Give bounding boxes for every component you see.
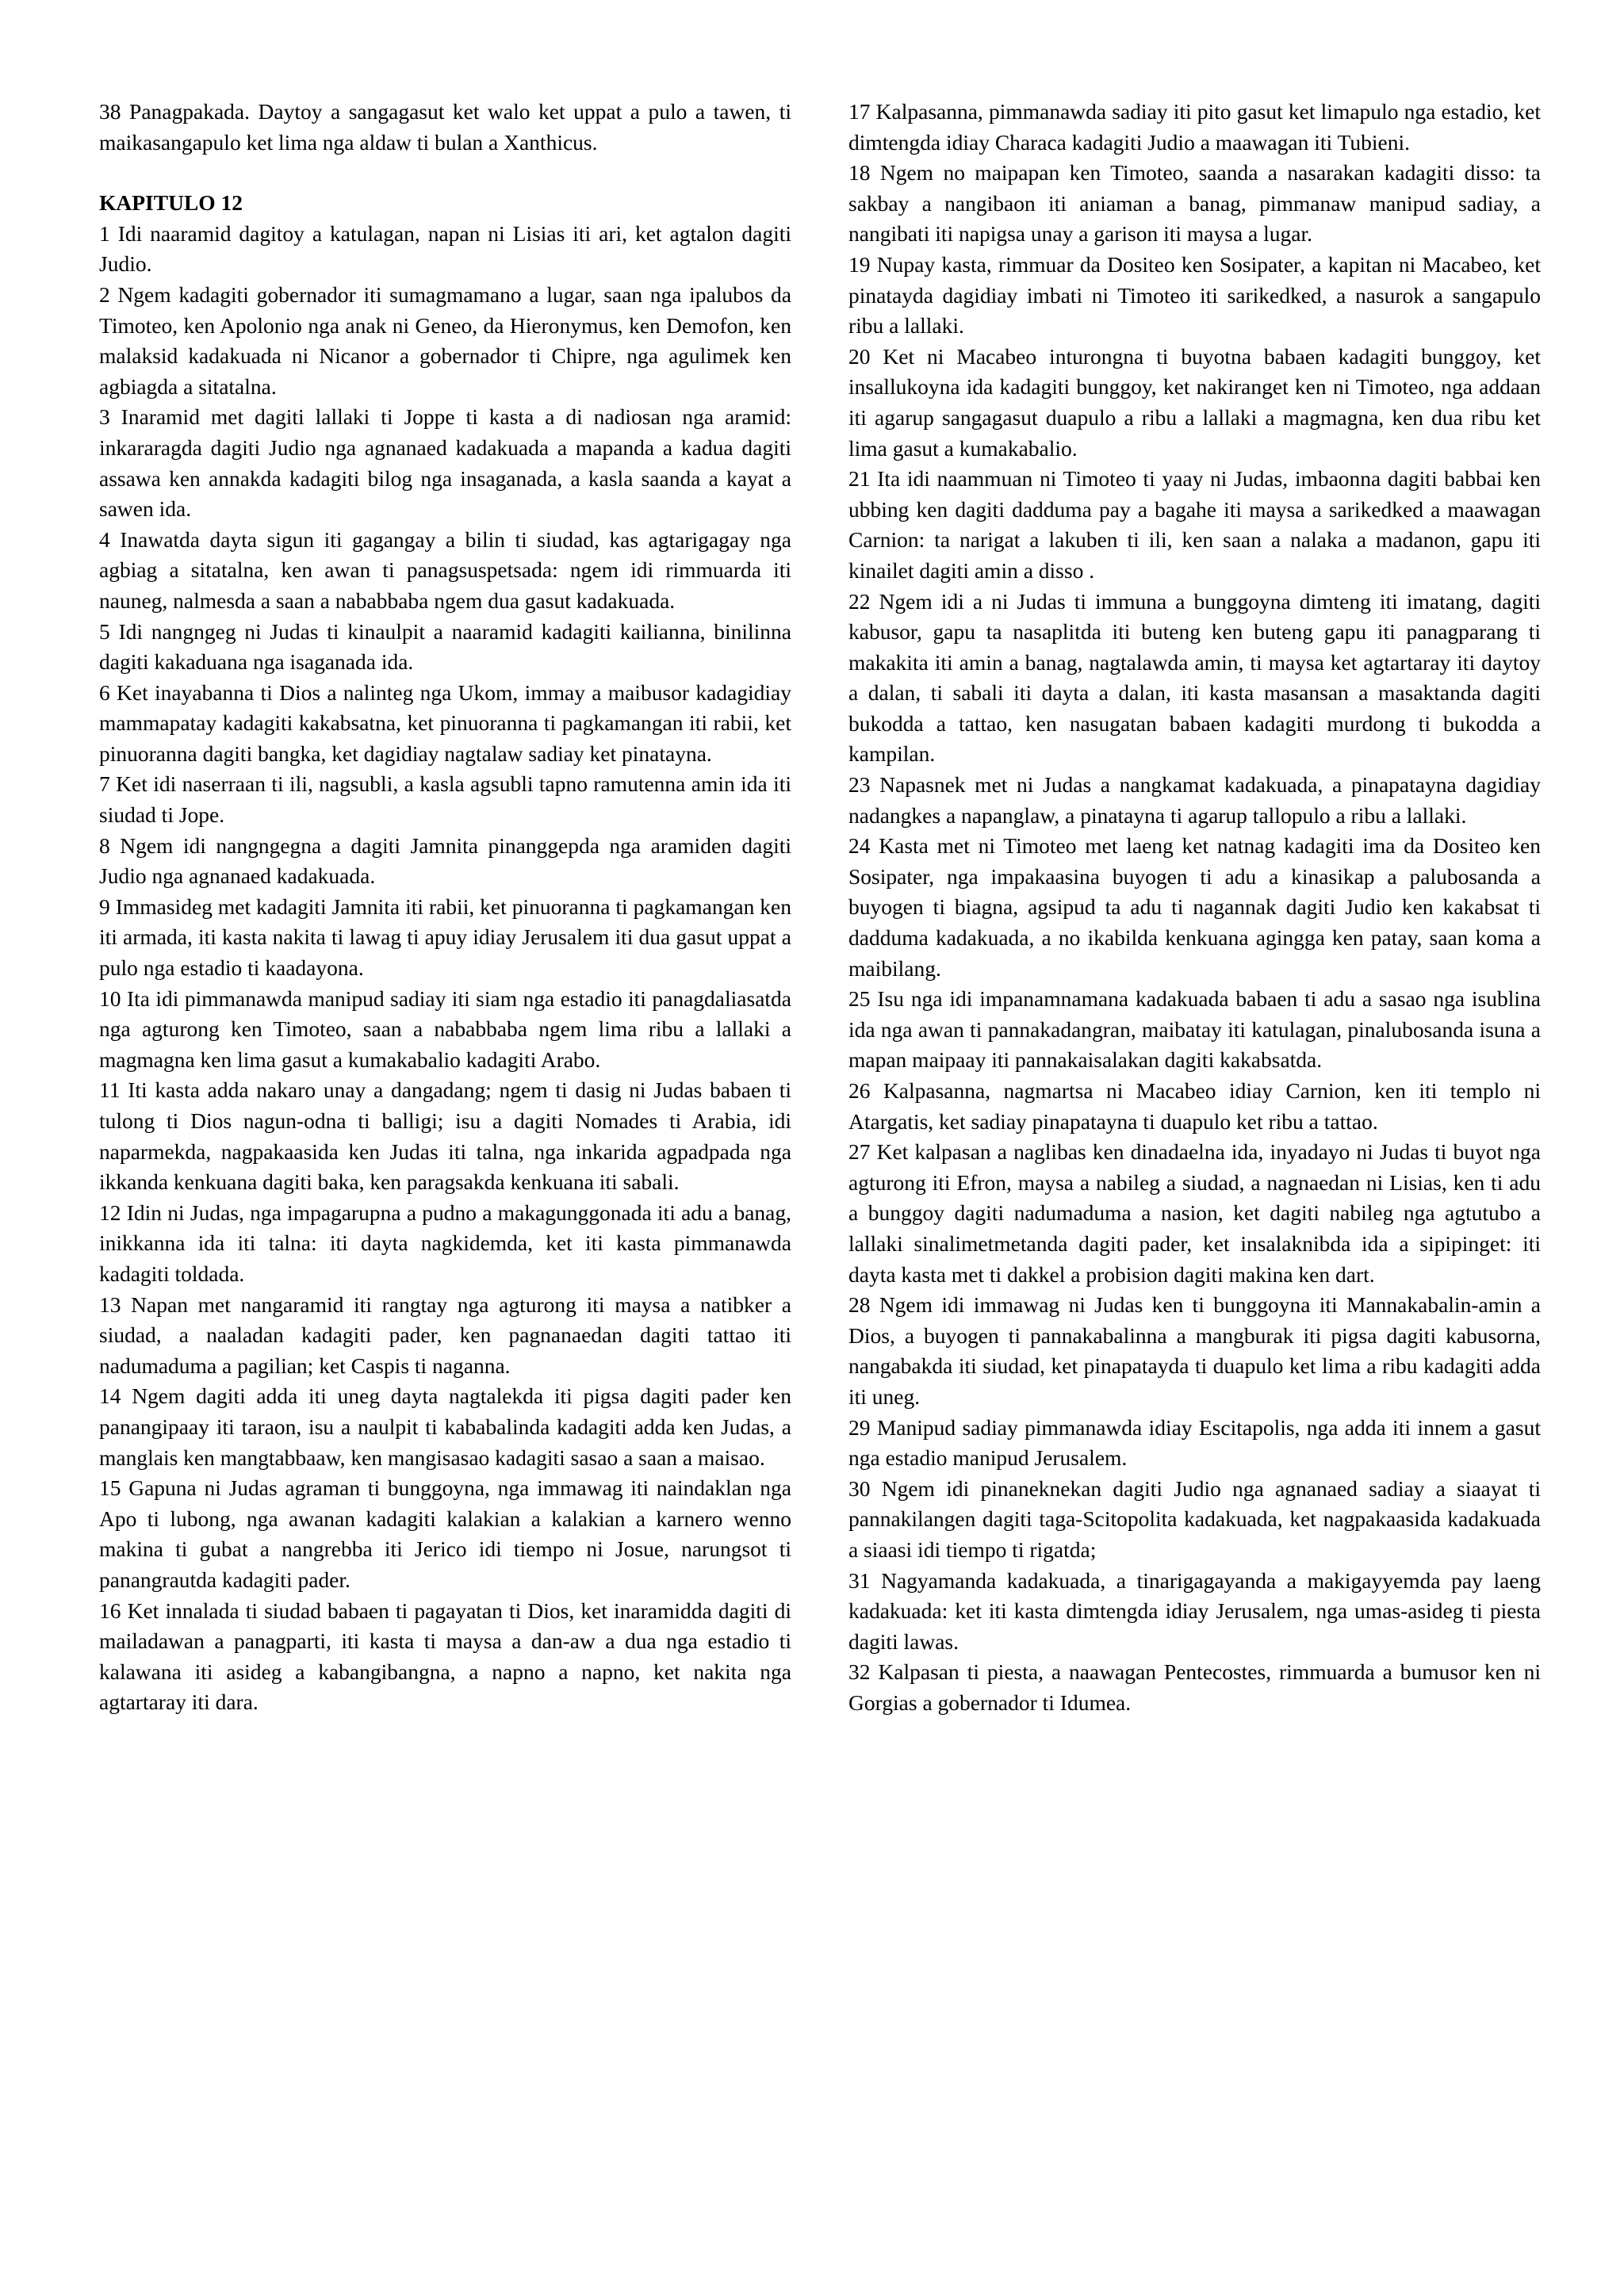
verse-paragraph: 27 Ket kalpasan a naglibas ken dinadaelna ida, inyadayo ni Judas ti buyot nga agturong iti Efron, maysa a nabileg a siudad, a nagnaedan ni Lisias, ken ti adu a bunggoy dagiti nadumaduma a nasion, ket dagiti nabileg nga agtutubo a lallaki sinalimetmetanda dagiti pader, ket insalaknibda ida a sipipinget: iti dayta kasta met ti dakkel a probision dagiti makina ken dart. [848, 1139, 1541, 1287]
verse-paragraph: 22 Ngem idi a ni Judas ti immuna a bunggoyna dimteng iti imatang, dagiti kabusor, gapu ta nasaplitda iti buteng ken buteng gapu iti panagparang ti makakita iti amin a banag, nagtalawda amin, ti maysa ket agtartaray iti daytoy a dalan, ti sabali iti dayta a dalan, iti kasta masansan a masaktanda dagiti bukodda a tattao, ken nasugatan babaen kadagiti murdong ti bukodda a kampilan. [848, 588, 1541, 767]
verse-paragraph: 9 Immasideg met kadagiti Jamnita iti rabii, ket pinuoranna ti pagkamangan ken iti armada, iti kasta nakita ti lawag ti apuy idiay Jerusalem iti dua gasut uppat a pulo nga estadio ti kaadayona. [99, 894, 791, 981]
verse-paragraph: 32 Kalpasan ti piesta, a naawagan Pentecostes, rimmuarda a bumusor ken ni Gorgias a gobernador ti Idumea. [848, 1659, 1541, 1715]
verse-paragraph: 4 Inawatda dayta sigun iti gagangay a bilin ti siudad, kas agtarigagay nga agbiag a sitatalna, ken awan ti panagsuspetsada: ngem idi rimmuarda iti nauneg, nalmesda a saan a nababbaba ngem dua gasut kadakuada. [99, 526, 791, 613]
document-page [99, 97, 1541, 1718]
verse-paragraph: 18 Ngem no maipapan ken Timoteo, saanda a nasarakan kadagiti disso: ta sakbay a nangibaon iti aniaman a banag, pimmanaw manipud sadiay, a nangibati iti napigsa unay a garison iti maysa a lugar. [848, 160, 1541, 247]
verse-paragraph: 19 Nupay kasta, rimmuar da Dositeo ken Sosipater, a kapitan ni Macabeo, ket pinatayda dagidiay imbati ni Timoteo iti sarikedked, a nasurok a sangapulo ribu a lallaki. [848, 251, 1541, 339]
intro-verse: 38 Panagpakada. Daytoy a sangagasut ket walo ket uppat a pulo a tawen, ti maikasangapulo ket lima nga aldaw ti bulan a Xanthicus. [99, 99, 791, 155]
verse-paragraph: 30 Ngem idi pinaneknekan dagiti Judio nga agnanaed sadiay a siaayat ti pannakilangen dagiti taga-Scitopolita kadakuada, ket nagpakaasida kadakuada a siaasi idi tiempo ti rigatda; [848, 1475, 1541, 1562]
verse-paragraph: 23 Napasnek met ni Judas a nangkamat kadakuada, a pinapatayna dagidiay nadangkes a napanglaw, a pinatayna ti agarup tallopulo a ribu a lallaki. [848, 772, 1541, 828]
verse-paragraph: 20 Ket ni Macabeo inturongna ti buyotna babaen kadagiti bunggoy, ket insallukoyna ida kadagiti bunggoy, ket nakiranget ken ni Timoteo, nga addaan iti agarup sangagasut duapulo a ribu a lallaki a magmagna, ken dua ribu ket lima gasut a kumakabalio. [848, 343, 1541, 461]
verse-paragraph: 3 Inaramid met dagiti lallaki ti Joppe ti kasta a di nadiosan nga aramid: inkararagda dagiti Judio nga agnanaed kadakuada a mapanda a kadua dagiti assawa ken annakda kadagiti bilog nga insaganada, a kasla saanda a kayat a sawen ida. [99, 404, 791, 522]
verse-paragraph: 21 Ita idi naammuan ni Timoteo ti yaay ni Judas, imbaonna dagiti babbai ken ubbing ken dagiti dadduma pay a bagahe iti maysa a sarikedked a maawagan Carnion: ta narigat a lakuben ti ili, ken saan a nalaka a madanon, gapu iti kinailet dagiti amin a disso . [848, 466, 1541, 583]
verse-paragraph: 15 Gapuna ni Judas agraman ti bunggoyna, nga immawag iti naindaklan nga Apo ti lubong, nga awanan kadagiti kalakian a kalakian a karnero wenno makina ti gubat a nangrebba iti Jerico idi tiempo ni Josue, narungsot ti panangrautda kadagiti pader. [99, 1475, 791, 1592]
verse-paragraph: 26 Kalpasanna, nagmartsa ni Macabeo idiay Carnion, ken iti templo ni Atargatis, ket sadiay pinapatayna ti duapulo ket ribu a tattao. [848, 1078, 1541, 1134]
right-column [848, 97, 1541, 1718]
verse-paragraph: 7 Ket idi naserraan ti ili, nagsubli, a kasla agsubli tapno ramutenna amin ida iti siudad ti Jope. [99, 771, 791, 828]
verse-paragraph: 6 Ket inayabanna ti Dios a nalinteg nga Ukom, immay a maibusor kadagidiay mammapatay kadagiti kakabsatna, ket pinuoranna ti pagkamangan iti rabii, ket pinuoranna dagiti bangka, ket dagidiay nagtalaw sadiay ket pinatayna. [99, 679, 791, 766]
verse-paragraph: 12 Idin ni Judas, nga impagarupna a pudno a makagunggonada iti adu a banag, inikkanna ida iti talna: iti dayta nagkidemda, ket iti kasta pimmanawda kadagiti toldada. [99, 1200, 791, 1286]
verse-paragraph: 28 Ngem idi immawag ni Judas ken ti bunggoyna iti Mannakabalin-amin a Dios, a buyogen ti pannakabalinna a mangburak iti pigsa dagiti kabusorna, nangabakda iti siudad, ket pinapatayda ti duapulo ket lima a ribu kadagiti adda iti uneg. [848, 1292, 1541, 1409]
verse-paragraph: 16 Ket innalada ti siudad babaen ti pagayatan ti Dios, ket inaramidda dagiti di mailadawan a panagparti, iti kasta ti maysa a dan-aw a dua nga estadio ti kalawana iti asideg a kabangibangna, a napno a napno, ket nakita nga agtartaray iti dara. [99, 1598, 791, 1715]
verse-paragraph: 14 Ngem dagiti adda iti uneg dayta nagtalekda iti pigsa dagiti pader ken panangipaay iti taraon, isu a naulpit ti kababalinda kadagiti adda ken Judas, a manglais ken mangtabbaaw, ken mangisasao kadagiti sasao a saan a maisao. [99, 1383, 791, 1470]
verse-paragraph: 13 Napan met nangaramid iti rangtay nga agturong iti maysa a natibker a siudad, a naaladan kadagiti pader, ken pagnanaedan dagiti tattao iti nadumaduma a pagilian; ket Caspis ti naganna. [99, 1292, 791, 1378]
chapter-heading: KAPITULO 12 [99, 190, 243, 216]
verse-paragraph: 17 Kalpasanna, pimmanawda sadiay iti pito gasut ket limapulo nga estadio, ket dimtengda idiay Characa kadagiti Judio a maawagan iti Tubieni. [848, 99, 1541, 155]
verse-paragraph: 31 Nagyamanda kadakuada, a tinarigagayanda a makigayyemda pay laeng kadakuada: ket iti kasta dimtengda idiay Jerusalem, nga umas-asideg ti piesta dagiti lawas. [848, 1567, 1541, 1654]
verse-paragraph: 24 Kasta met ni Timoteo met laeng ket natnag kadagiti ima da Dositeo ken Sosipater, nga impakaasina buyogen ti adu a kinasikap a palubosanda a buyogen ti biagna, agsipud ta adu ti nagannak dagiti Judio ken kakabsat ti dadduma kadakuada, a no ikabilda kenkuana agingga ken patay, saan koma a maibilang. [848, 833, 1541, 981]
verse-paragraph: 29 Manipud sadiay pimmanawda idiay Escitapolis, nga adda iti innem a gasut nga estadio manipud Jerusalem. [848, 1414, 1541, 1471]
verse-paragraph: 2 Ngem kadagiti gobernador iti sumagmamano a lugar, saan nga ipalubos da Timoteo, ken Apolonio nga anak ni Geneo, da Hieronymus, ken Demofon, ken malaksid kadakuada ni Nicanor a gobernador ti Chipre, nga agulimek ken agbiagda a sitatalna. [99, 281, 791, 399]
verse-paragraph: 1 Idi naaramid dagitoy a katulagan, napan ni Lisias iti ari, ket agtalon dagiti Judio. [99, 220, 791, 277]
verse-paragraph: 8 Ngem idi nangngegna a dagiti Jamnita pinanggepda nga aramiden dagiti Judio nga agnanaed kadakuada. [99, 832, 791, 889]
verse-paragraph: 11 Iti kasta adda nakaro unay a dangadang; ngem ti dasig ni Judas babaen ti tulong ti Dios nagun-odna ti balligi; isu a dagiti Nomades ti Arabia, idi naparmekda, nagpakaasida ken Judas iti talna, nga inkarida agpadpada nga ikkanda kenkuana dagiti baka, ken paragsakda kenkuana iti sabali. [99, 1077, 791, 1195]
verse-paragraph: 25 Isu nga idi impanamnamana kadakuada babaen ti adu a sasao nga isublina ida nga awan ti pannakadangran, maibatay iti katulagan, pinalubosanda isuna a mapan maipaay iti pannakaisalakan dagiti kakabsatda. [848, 986, 1541, 1073]
verse-paragraph: 5 Idi nangngeg ni Judas ti kinaulpit a naaramid kadagiti kailianna, binilinna dagiti kakaduana nga isaganada ida. [99, 618, 791, 675]
verse-paragraph: 10 Ita idi pimmanawda manipud sadiay iti siam nga estadio iti panagdaliasatda nga agturong ken Timoteo, saan a nababbaba ngem lima ribu a lallaki a magmagna ken lima gasut a kumakabalio kadagiti Arabo. [99, 985, 791, 1072]
left-column [99, 97, 791, 1718]
